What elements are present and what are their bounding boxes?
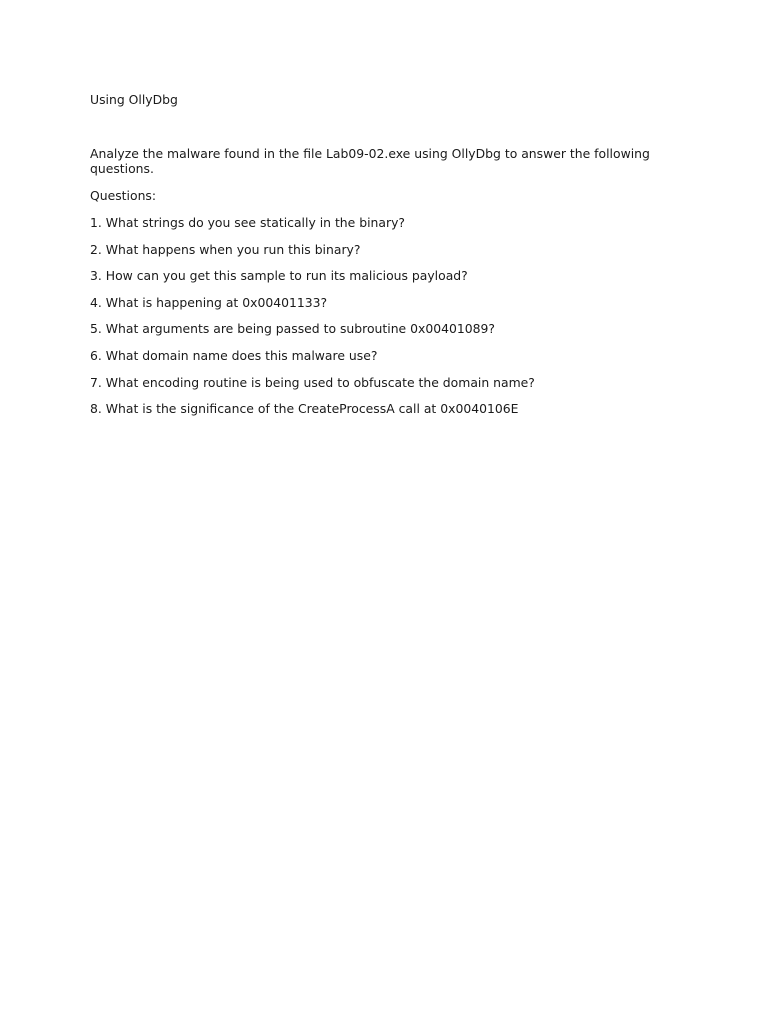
question-item: 5. What arguments are being passed to subroutine 0x00401089? [90,321,495,337]
intro-paragraph: Analyze the malware found in the file Lab09-02.exe using OllyDbg to answer the following questions. [90,146,650,176]
question-item: 1. What strings do you see statically in the binary? [90,215,405,230]
question-item: 6. What domain name does this malware use? [90,347,378,363]
question-list [90,215,535,428]
questions-label: Questions: [90,188,157,203]
question-item: 7. What encoding routine is being used to obfuscate the domain name? [90,374,535,390]
question-item: 4. What is happening at 0x00401133? [90,294,328,310]
question-item: 8. What is the significance of the CreateProcessA call at 0x0040106E [90,401,519,417]
section-heading: Using OllyDbg [90,92,178,107]
question-item: 2. What happens when you run this binary? [90,241,361,257]
question-item: 3. How can you get this sample to run its malicious payload? [90,268,468,284]
